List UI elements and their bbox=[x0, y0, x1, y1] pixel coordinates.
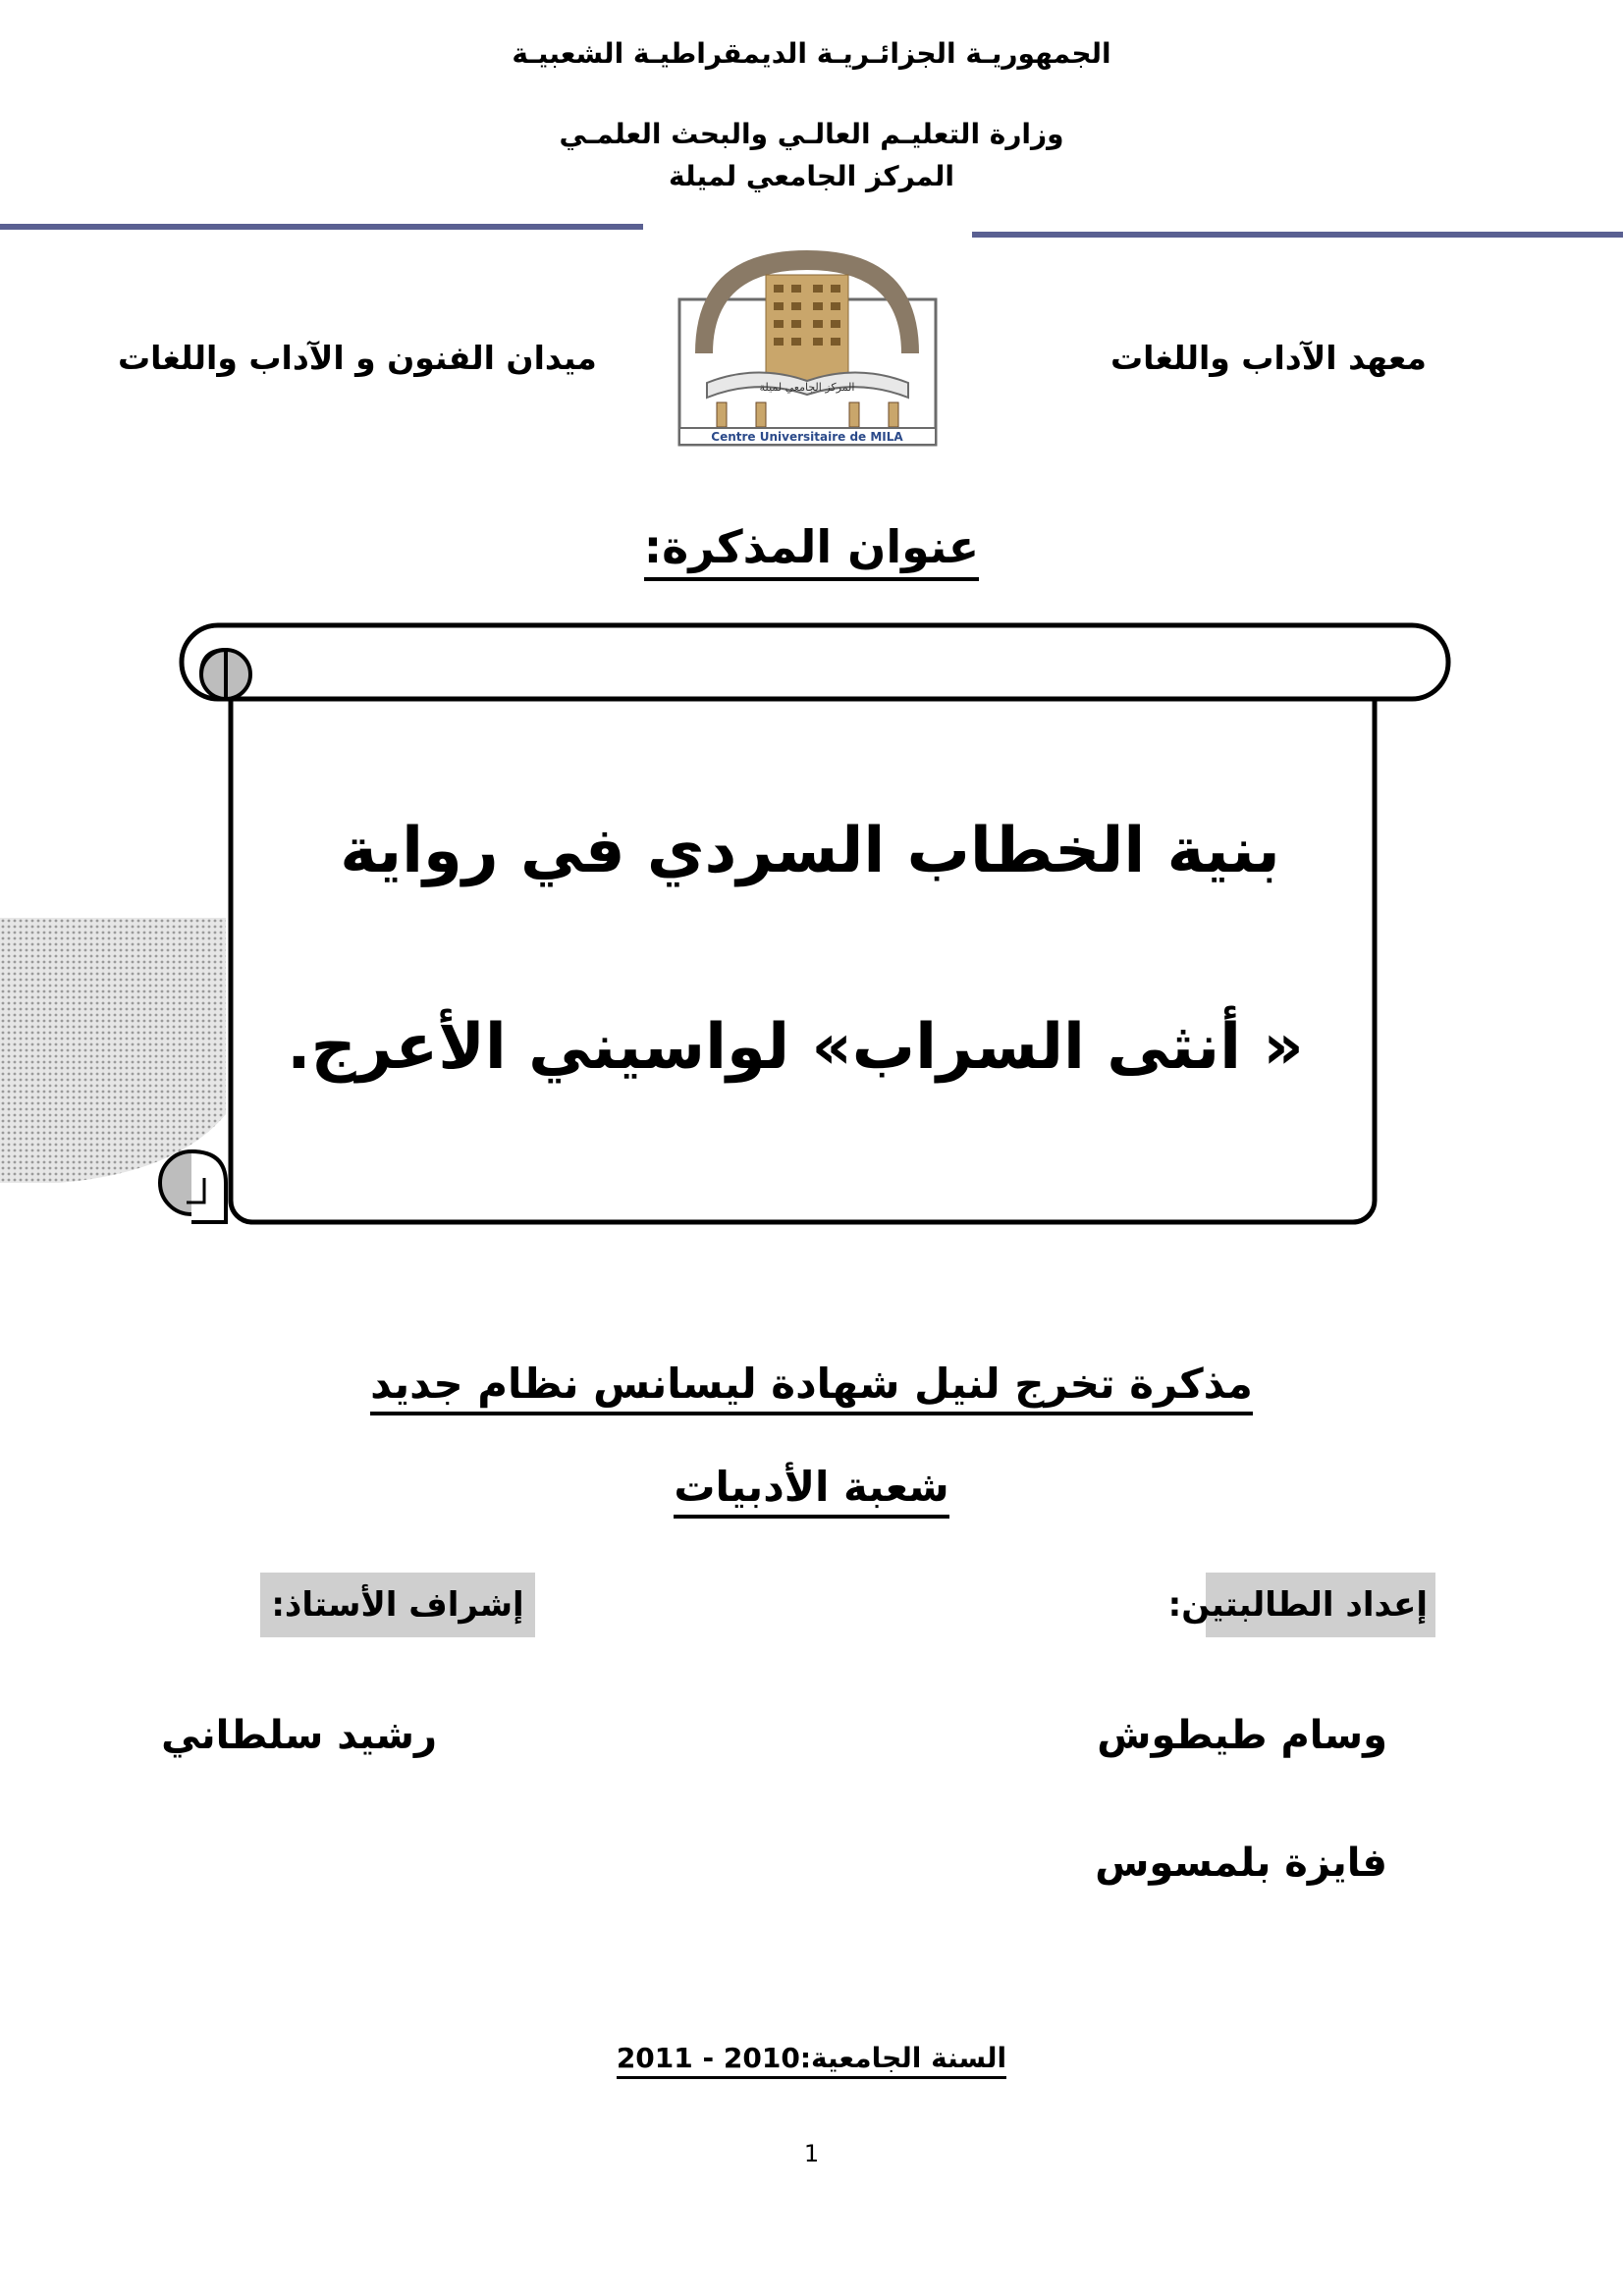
university-logo bbox=[677, 236, 938, 447]
degree-statement: مذكرة تخرج لنيل شهادة ليسانس نظام جديد bbox=[0, 1360, 1623, 1408]
title-scroll-frame bbox=[147, 614, 1453, 1227]
ministry-header: وزارة التعليـم العالـي والبحث العلمـي bbox=[559, 118, 1064, 150]
field-name: ميدان الفنون و الآداب واللغات bbox=[118, 339, 597, 377]
page-number: 1 bbox=[803, 2140, 820, 2167]
header-rule-left bbox=[0, 224, 643, 230]
university-center-header: المركز الجامعي لميلة bbox=[669, 160, 954, 192]
track-name: شعبة الأدبيات bbox=[0, 1463, 1623, 1511]
republic-header: الجمهوريـة الجزائـريـة الديمقراطيـة الشعبيـة bbox=[512, 37, 1111, 70]
prepared-by-label: إعداد الطالبتين: bbox=[1206, 1573, 1435, 1637]
thesis-title-line1: بنية الخطاب السردي في رواية bbox=[340, 815, 1280, 887]
academic-year: السنة الجامعية:2010 - 2011 bbox=[0, 2042, 1623, 2074]
student-name: فايزة بلمسوس bbox=[1095, 1841, 1387, 1886]
institute-name: معهد الآداب واللغات bbox=[1109, 339, 1427, 377]
thesis-title-line2: « أنثى السراب» لواسيني الأعرج. bbox=[287, 1011, 1304, 1084]
supervisor-label: إشراف الأستاذ: bbox=[260, 1573, 535, 1637]
logo-caption: Centre Universitaire de MILA bbox=[711, 430, 903, 444]
header-rule-right bbox=[972, 232, 1623, 238]
thesis-title-label: عنوان المذكرة: bbox=[0, 520, 1623, 573]
supervisor-name: رشيد سلطاني bbox=[161, 1713, 437, 1758]
logo-arabic-caption: المركز الجامعي لميلة bbox=[759, 381, 855, 394]
student-name: وسام طيطوش bbox=[1097, 1713, 1387, 1758]
